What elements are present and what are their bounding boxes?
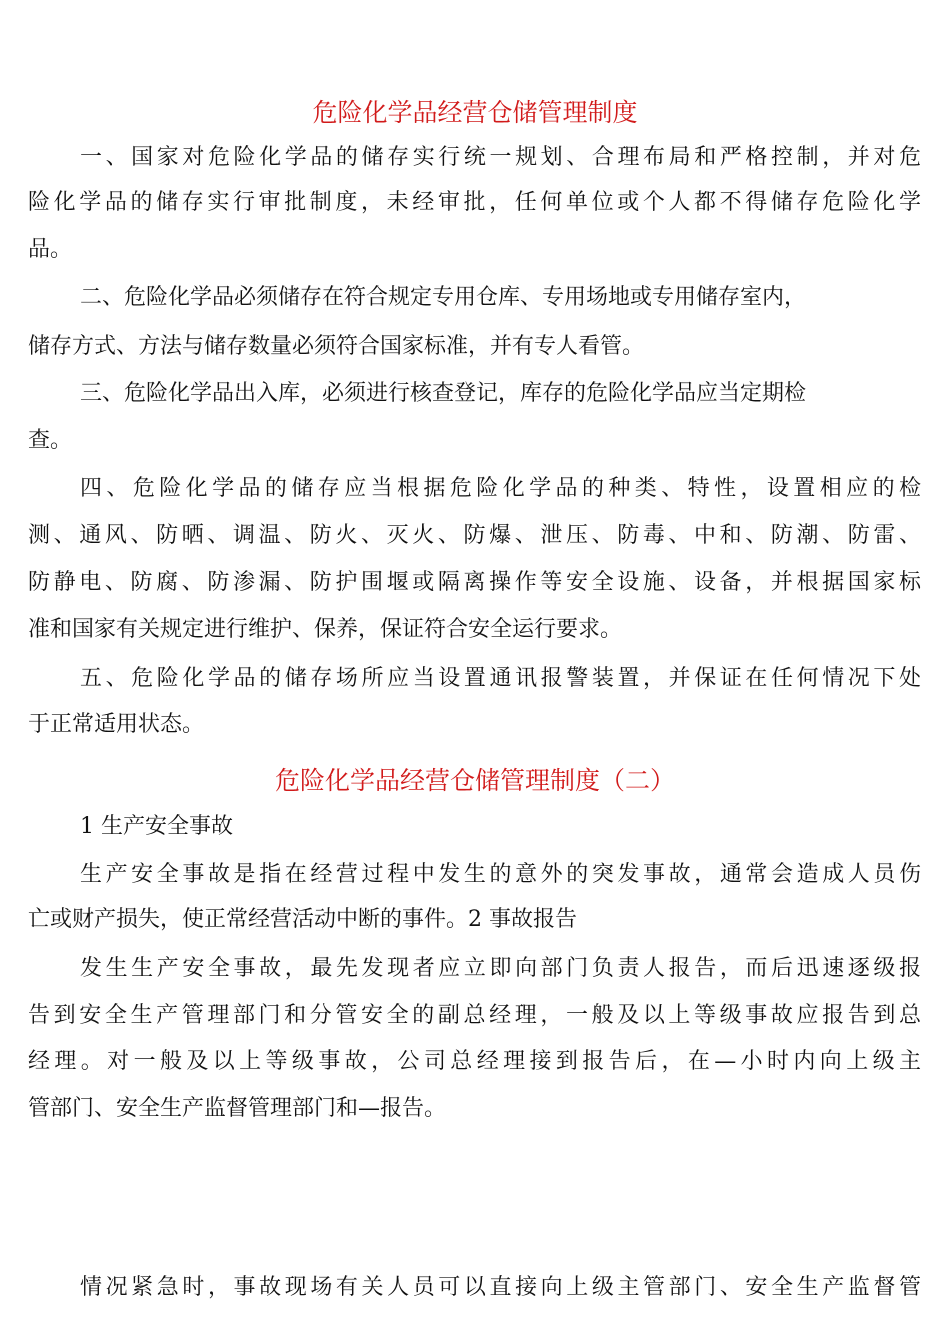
paragraph-5-line-1: 五、危险化学品的储存场所应当设置通讯报警装置，并保证在任何情况下处: [80, 666, 921, 691]
subheading-accident: 1 生产安全事故: [80, 814, 233, 839]
paragraph-4-line-2: 测、通风、防晒、调温、防火、灭火、防爆、泄压、防毒、中和、防潮、防雷、: [28, 523, 921, 548]
paragraph-3-line-2: 查。: [28, 428, 73, 453]
paragraph-4-line-1: 四、危险化学品的储存应当根据危险化学品的种类、特性，设置相应的检: [80, 476, 921, 501]
paragraph-2-line-2: 储存方式、方法与储存数量必须符合国家标准，并有专人看管。: [28, 334, 645, 359]
paragraph-4-line-3: 防静电、防腐、防渗漏、防护围堰或隔离操作等安全设施、设备，并根据国家标: [28, 570, 921, 595]
paragraph-7-line-2: 告到安全生产管理部门和分管安全的副总经理，一般及以上等级事故应报告到总: [28, 1003, 921, 1028]
paragraph-7-line-4: 管部门、安全生产监督管理部门和—报告。: [28, 1096, 447, 1121]
paragraph-6-line-2: 亡或财产损失，使正常经营活动中断的事件。2 事故报告: [28, 907, 577, 932]
paragraph-7-line-3: 经理。对一般及以上等级事故，公司总经理接到报告后，在—小时内向上级主: [28, 1049, 921, 1074]
paragraph-3-line-1: 三、危险化学品出入库，必须进行核查登记，库存的危险化学品应当定期检: [80, 381, 807, 406]
paragraph-8-line-1: 情况紧急时，事故现场有关人员可以直接向上级主管部门、安全生产监督管: [80, 1275, 921, 1300]
paragraph-1-line-3: 品。: [28, 237, 73, 262]
paragraph-6-line-1: 生产安全事故是指在经营过程中发生的意外的突发事故，通常会造成人员伤: [80, 862, 921, 887]
paragraph-1-line-2: 险化学品的储存实行审批制度，未经审批，任何单位或个人都不得储存危险化学: [28, 190, 921, 215]
document-title: 危险化学品经营仓储管理制度: [312, 98, 638, 127]
section-title-2: 危险化学品经营仓储管理制度（二）: [274, 766, 675, 795]
paragraph-4-line-4: 准和国家有关规定进行维护、保养，保证符合安全运行要求。: [28, 617, 623, 642]
paragraph-5-line-2: 于正常适用状态。: [28, 712, 205, 737]
paragraph-7-line-1: 发生生产安全事故，最先发现者应立即向部门负责人报告，而后迅速逐级报: [80, 956, 921, 981]
paragraph-1-line-1: 一、国家对危险化学品的储存实行统一规划、合理布局和严格控制，并对危: [80, 145, 921, 170]
paragraph-2-line-1: 二、危险化学品必须储存在符合规定专用仓库、专用场地或专用储存室内，: [80, 285, 807, 310]
